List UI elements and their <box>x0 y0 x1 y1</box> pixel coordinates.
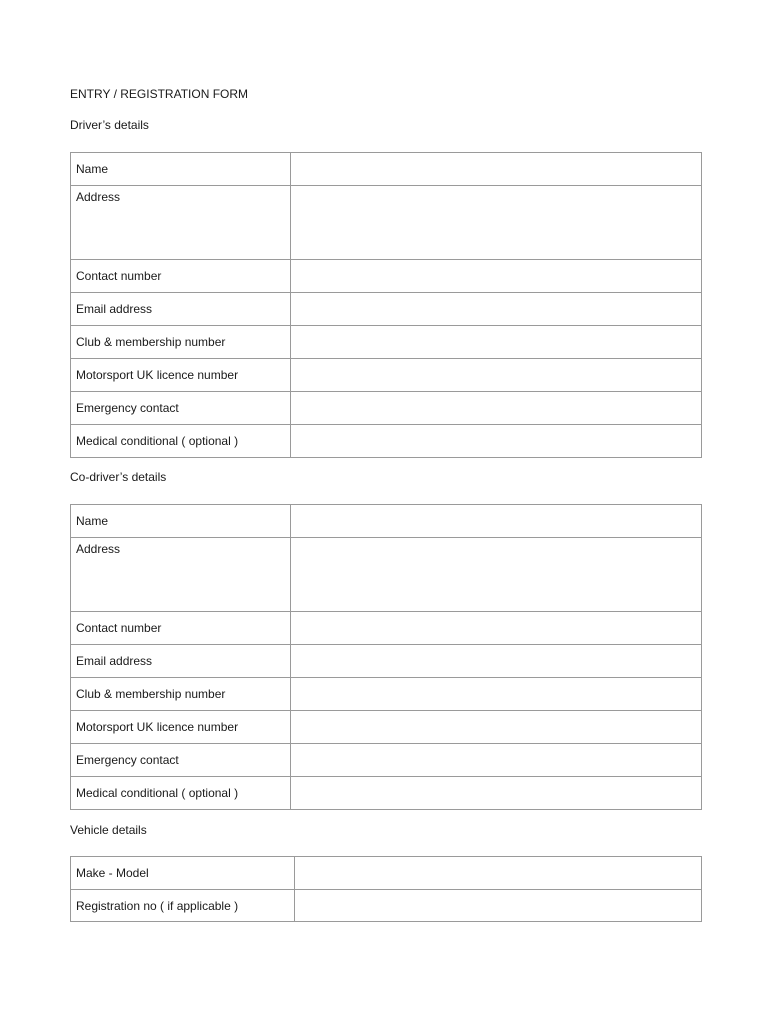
table-row <box>71 425 702 458</box>
form-title: ENTRY / REGISTRATION FORM <box>70 87 249 101</box>
table-row <box>71 186 702 260</box>
driver-club-field[interactable] <box>291 326 702 359</box>
table-row <box>71 744 702 777</box>
vehicle-details-table <box>70 856 702 922</box>
vehicle-registration-label: Registration no ( if applicable ) <box>71 890 295 922</box>
codriver-licence-label: Motorsport UK licence number <box>71 711 291 744</box>
codriver-email-field[interactable] <box>291 645 702 678</box>
driver-details-table <box>70 152 702 458</box>
driver-contact-number-label: Contact number <box>71 260 291 293</box>
driver-emergency-contact-field[interactable] <box>291 392 702 425</box>
table-row <box>71 645 702 678</box>
table-row <box>71 392 702 425</box>
codriver-address-label: Address <box>71 538 291 612</box>
driver-name-label: Name <box>71 153 291 186</box>
codriver-name-field[interactable] <box>291 505 702 538</box>
driver-licence-label: Motorsport UK licence number <box>71 359 291 392</box>
table-row <box>71 505 702 538</box>
codriver-section-heading: Co-driver’s details <box>70 470 167 484</box>
table-row <box>71 777 702 810</box>
table-row <box>71 711 702 744</box>
codriver-emergency-contact-field[interactable] <box>291 744 702 777</box>
table-row <box>71 678 702 711</box>
table-row <box>71 538 702 612</box>
driver-name-field[interactable] <box>291 153 702 186</box>
table-row <box>71 612 702 645</box>
table-row <box>71 293 702 326</box>
driver-address-label: Address <box>71 186 291 260</box>
codriver-medical-label: Medical conditional ( optional ) <box>71 777 291 810</box>
codriver-details-table <box>70 504 702 810</box>
driver-email-field[interactable] <box>291 293 702 326</box>
codriver-name-label: Name <box>71 505 291 538</box>
codriver-contact-number-label: Contact number <box>71 612 291 645</box>
vehicle-section-heading: Vehicle details <box>70 823 147 837</box>
table-row <box>71 359 702 392</box>
vehicle-make-model-label: Make - Model <box>71 857 295 890</box>
codriver-email-label: Email address <box>71 645 291 678</box>
codriver-address-field[interactable] <box>291 538 702 612</box>
codriver-club-field[interactable] <box>291 678 702 711</box>
table-row <box>71 153 702 186</box>
codriver-licence-field[interactable] <box>291 711 702 744</box>
vehicle-registration-field[interactable] <box>295 890 702 922</box>
vehicle-make-model-field[interactable] <box>295 857 702 890</box>
codriver-medical-field[interactable] <box>291 777 702 810</box>
driver-emergency-contact-label: Emergency contact <box>71 392 291 425</box>
table-row <box>71 890 702 922</box>
codriver-contact-number-field[interactable] <box>291 612 702 645</box>
table-row <box>71 857 702 890</box>
driver-club-label: Club & membership number <box>71 326 291 359</box>
table-row <box>71 260 702 293</box>
driver-contact-number-field[interactable] <box>291 260 702 293</box>
driver-medical-field[interactable] <box>291 425 702 458</box>
driver-licence-field[interactable] <box>291 359 702 392</box>
codriver-emergency-contact-label: Emergency contact <box>71 744 291 777</box>
codriver-club-label: Club & membership number <box>71 678 291 711</box>
table-row <box>71 326 702 359</box>
driver-address-field[interactable] <box>291 186 702 260</box>
driver-email-label: Email address <box>71 293 291 326</box>
driver-medical-label: Medical conditional ( optional ) <box>71 425 291 458</box>
driver-section-heading: Driver’s details <box>70 118 149 132</box>
